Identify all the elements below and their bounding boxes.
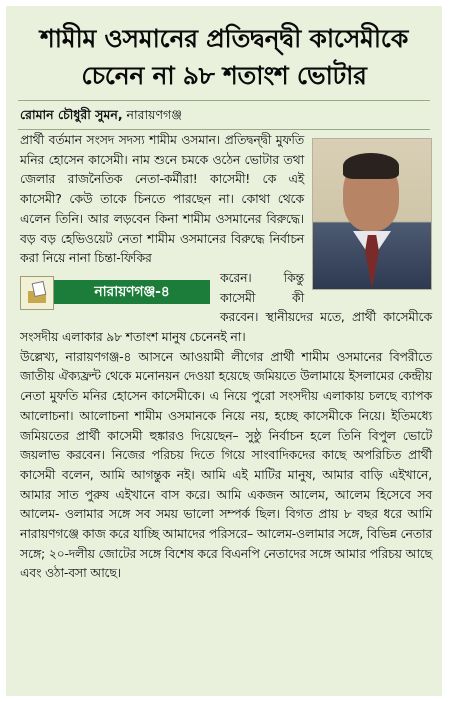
- paragraph-1-continued: করেন। কিন্তু কাসেমী কী করবেন। স্থানীয়দের মতে, প্রার্থী কাসেমীকে সংসদীয় এলাকার ৯৮ শতাংশ মানুষ চেনেনই না।: [20, 269, 432, 345]
- headline-line-1: শামীম ওসমানের প্রতিদ্বন্দ্বী কাসেমীকে: [39, 24, 409, 53]
- section-tag-label: নারায়ণগঞ্জ-৪: [54, 280, 210, 304]
- paragraph-1: প্রার্থী বর্তমান সংসদ সদস্য শামীম ওসমান। প্রতিদ্বন্দ্বী মুফতি মনির হোসেন কাসেমী। নাম শুনে চমকে ওঠেন ভোটার তথা জেলার রাজনৈতিক নেতা-কর্মীরা! কাসেমী! কে এই কাসেমী? কেউ তাকে চিনতে পারছেন না। কোথা থেকে এলেন তিনি। আর লড়বেন কিনা শামীম ওসমানের বিরুদ্ধে। বড় বড় হেভিওয়েট নেতা শামীম ওসমানের বিরুদ্ধে নির্বাচন করা নিয়ে নানা চিন্তা-ফিকির: [20, 132, 304, 266]
- article-body: [20, 130, 432, 583]
- divider: [18, 100, 430, 101]
- paragraph-2: উল্লেখ্য, নারায়ণগঞ্জ-৪ আসনে আওয়ামী লীগের প্রার্থী শামীম ওসমানের বিপরীতে জাতীয় ঐক্যফ্রন্ট থেকে মনোনয়ন দেওয়া হয়েছে জমিয়তে উলামায়ে ইসলামের কেন্দ্রীয় নেতা মুফতি মনির হোসেন কাসেমীকে। এ নিয়ে পুরো সংসদীয় এলাকায় চলছে ব্যাপক আলোচনা। আলোচনা শামীম ওসমানকে নিয়ে নয়, হচ্ছে কাসেমীকে নিয়ে। ইতিমধ্যে জমিয়তের প্রার্থী কাসেমী হুঙ্কারও দিয়েছেন– সুষ্ঠু নির্বাচন হলে তিনি বিপুল ভোটে জয়লাভ করবেন। নিজের পরিচয় দিতে গিয়ে সাংবাদিকদের কাছে অপরিচিত প্রার্থী কাসেমী বলেন, আমি আগন্তুক নই। আমি এই মাটির মানুষ, আমার বাড়ি এইখানে, আমার সাত পুরুষ এইখানে বাস করে। আমি একজন আলেম, আলেম হিসেবে সব আলেম- ওলামার সঙ্গে সব সময় ভালো সম্পর্ক ছিল। বিগত প্রায় ৮ বছর ধরে আমি নারায়ণগঞ্জে কাজ করে যাচ্ছি আমাদের পরিসরে– আলেম-ওলামার সঙ্গে, বিভিন্ন নেতার সঙ্গে; ২০-দলীয় জোটের সঙ্গে বিশেষ করে বিএনপি নেতাদের সঙ্গে আমার পরিচয় আছে এবং ওঠা-বসা আছে।: [20, 348, 432, 581]
- portrait-photo: [312, 138, 432, 290]
- ballot-box-icon: [20, 276, 54, 310]
- section-tag: [20, 276, 210, 308]
- photo-tie: [365, 235, 379, 289]
- photo-hair: [343, 153, 399, 179]
- newspaper-clipping: [6, 6, 442, 696]
- headline: [6, 6, 442, 94]
- byline: [20, 106, 430, 124]
- byline-place: নারায়ণগঞ্জ: [122, 107, 182, 122]
- headline-line-2: চেনেন না ৯৮ শতাংশ ভোটার: [81, 61, 367, 90]
- byline-author: রোমান চৌধুরী সুমন,: [20, 107, 123, 122]
